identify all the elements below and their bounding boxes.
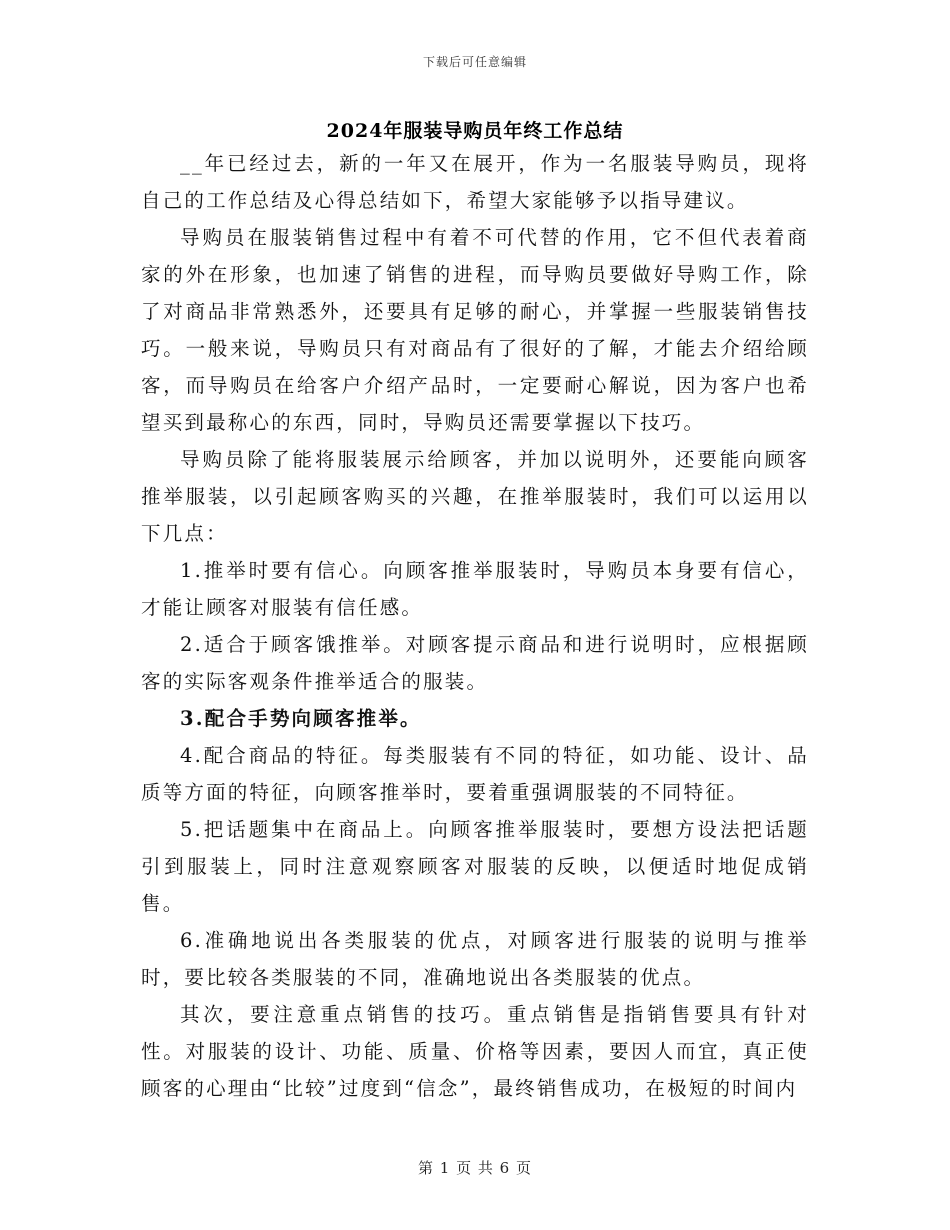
list-item-3: 3.配合手势向顾客推举。 xyxy=(180,707,422,730)
document-body xyxy=(141,145,809,1107)
list-item-1: 1.推举时要有信心。向顾客推举服装时，导购员本身要有信心，才能让顾客对服装有信任感。 xyxy=(141,559,809,619)
list-item-4: 4.配合商品的特征。每类服装有不同的特征，如功能、设计、品质等方面的特征，向顾客推举时，要着重强调服装的不同特征。 xyxy=(141,744,809,804)
paragraph-focus-sales: 其次，要注意重点销售的技巧。重点销售是指销售要具有针对性。对服装的设计、功能、质量、价格等因素，要因人而宜，真正使顾客的心理由“比较”过度到“信念”，最终销售成功，在极短的时间内 xyxy=(141,1003,809,1100)
paragraph-intro: __年已经过去，新的一年又在展开，作为一名服装导购员，现将自己的工作总结及心得总结如下，希望大家能够予以指导建议。 xyxy=(141,152,809,212)
list-item-6: 6.准确地说出各类服装的优点，对顾客进行服装的说明与推举时，要比较各类服装的不同，准确地说出各类服装的优点。 xyxy=(141,929,809,989)
list-item-5: 5.把话题集中在商品上。向顾客推举服装时，要想方设法把话题引到服装上，同时注意观察顾客对服装的反映，以便适时地促成销售。 xyxy=(141,818,809,915)
paragraph-recommend: 导购员除了能将服装展示给顾客，并加以说明外，还要能向顾客推举服装，以引起顾客购买的兴趣，在推举服装时，我们可以运用以下几点： xyxy=(141,448,809,545)
page-number: 第 1 页 共 6 页 xyxy=(418,1159,532,1177)
document-title: 2024年服装导购员年终工作总结 xyxy=(326,120,624,142)
list-item-2: 2.适合于顾客饿推举。对顾客提示商品和进行说明时，应根据顾客的实际客观条件推举适合的服装。 xyxy=(141,633,809,693)
header-note: 下载后可任意编辑 xyxy=(422,55,527,69)
paragraph-role: 导购员在服装销售过程中有着不可代替的作用，它不但代表着商家的外在形象，也加速了销售的进程，而导购员要做好导购工作，除了对商品非常熟悉外，还要具有足够的耐心，并掌握一些服装销售技巧。一般来说，导购员只有对商品有了很好的了解，才能去介绍给顾客，而导购员在给客户介绍产品时，一定要耐心解说，因为客户也希望买到最称心的东西，同时，导购员还需要掌握以下技巧。 xyxy=(141,226,809,434)
